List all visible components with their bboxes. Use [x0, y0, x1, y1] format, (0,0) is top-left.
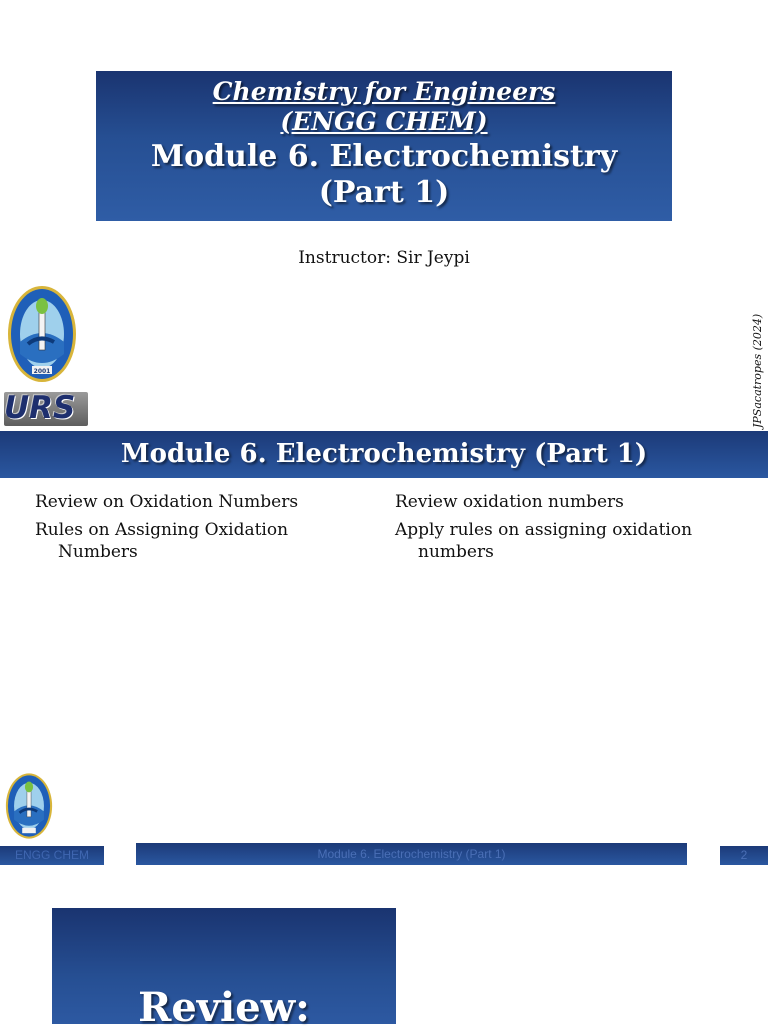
topic-line: Review on Oxidation Numbers	[35, 492, 299, 512]
slide2-header: Module 6. Electrochemistry (Part 1)	[0, 431, 768, 478]
review-title-box	[52, 908, 396, 1031]
footer-page-number: 2	[720, 846, 768, 865]
objective-item	[395, 491, 755, 513]
footer-course-code: ENGG CHEM	[0, 846, 104, 865]
title-box	[96, 71, 672, 221]
course-code: (ENGG CHEM)	[280, 107, 488, 136]
review-title: Review:	[138, 984, 310, 1031]
objective-item	[395, 519, 755, 563]
course-title: Chemistry for Engineers	[212, 77, 556, 106]
urs-logo: URS	[4, 390, 76, 426]
footer-module-title: Module 6. Electrochemistry (Part 1)	[136, 843, 687, 865]
module-title: Module 6. Electrochemistry	[150, 139, 618, 174]
topic-item	[35, 519, 365, 563]
module-part: (Part 1)	[318, 175, 450, 210]
university-seal-icon	[6, 284, 78, 384]
topic-line-cont: Numbers	[58, 542, 138, 562]
seal-year: 2001	[33, 368, 51, 375]
instructor-label: Instructor: Sir Jeypi	[298, 248, 470, 268]
objective-line-cont: numbers	[418, 542, 494, 562]
university-seal-small-icon	[4, 772, 54, 840]
objective-line: Apply rules on assigning oxidation	[395, 520, 693, 540]
author-signature: JPSacatropes (2024)	[751, 313, 764, 428]
topic-item	[35, 491, 365, 513]
objective-line: Review oxidation numbers	[395, 492, 624, 512]
topic-line: Rules on Assigning Oxidation	[35, 520, 289, 540]
